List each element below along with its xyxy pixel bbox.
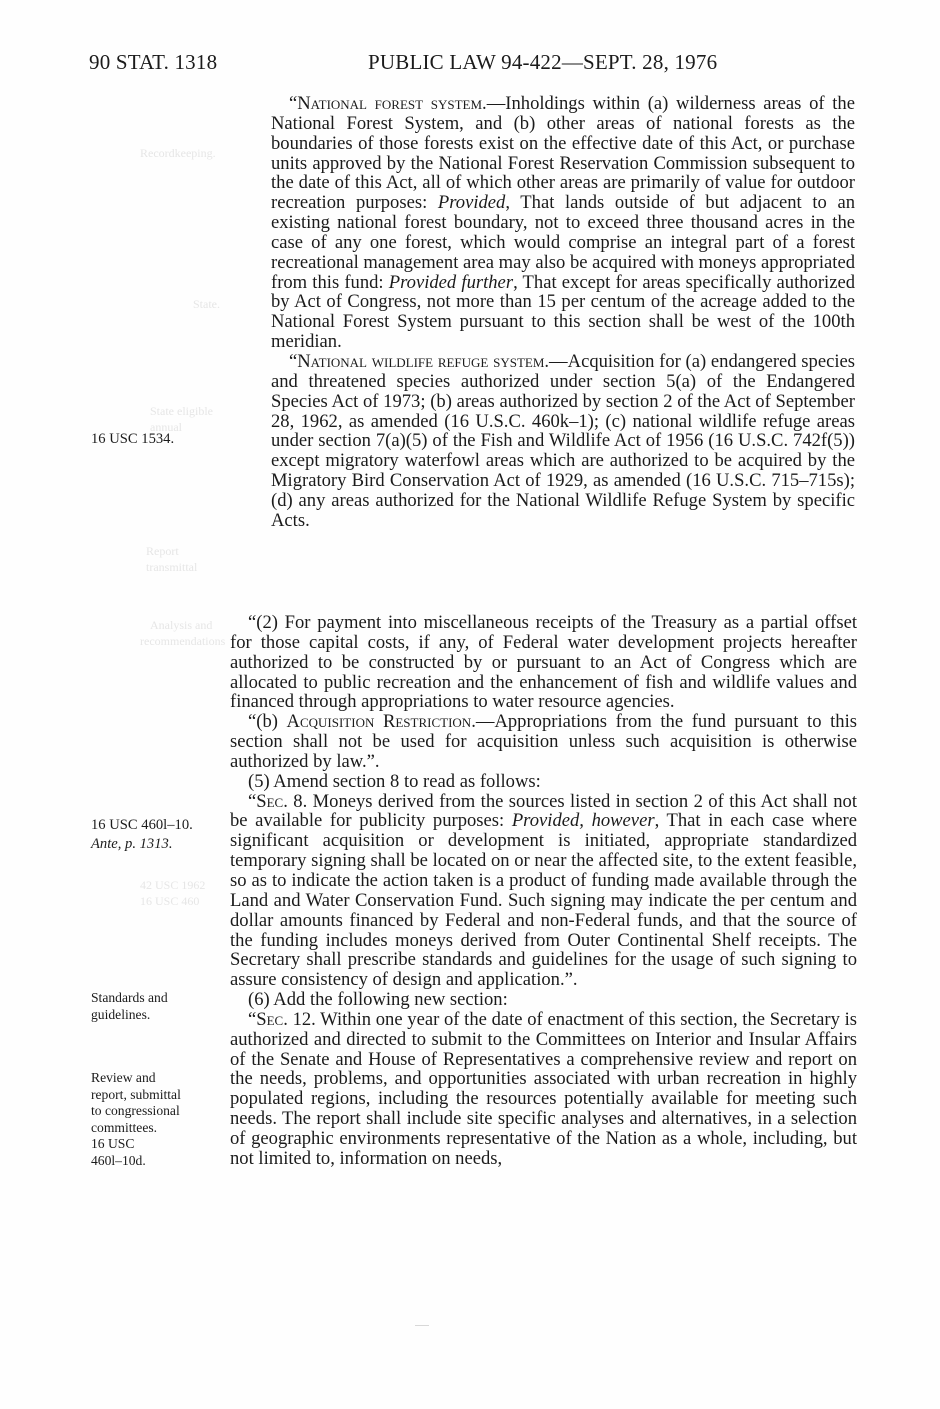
margin-note-review (91, 1070, 181, 1170)
main-text-block (230, 613, 857, 1169)
paragraph-amend-section-8: (5) Amend section 8 to read as follows: (248, 770, 541, 792)
ghost-note: Recordkeeping. (140, 146, 216, 160)
page-header-title: PUBLIC LAW 94-422—SEPT. 28, 1976 (368, 50, 718, 74)
scan-mark (415, 1325, 429, 1326)
margin-note-line: Standards and (91, 990, 168, 1005)
margin-note-line: to congressional (91, 1103, 180, 1119)
paragraph-national-forest-system: “National forest system.—Inholdings within (a) wilderness areas of the National Forest System, and (b) other areas of national forests as the boundaries of those forests exist on the effective date of this Act, or purchase units approved by the National Forest Reservation Commission subsequent to the date of this Act, all of which other areas are primarily of value for outdoor recreation purposes: Provided, That lands outside of but adjacent to an existing national forest boundary, not to exceed three thousand acres in the case of any one forest, which would comprise an integral part of a forest recreational management area may also be acquired with moneys appropriated from this fund: Provided further, That except for areas specifically authorized by Act of Congress, not more than 15 per centum of the acreage added to the National Forest System pursuant to this section shall be west of the 100th meridian. (271, 93, 856, 353)
ghost-note: annual (150, 420, 182, 434)
ghost-note: State. (193, 297, 220, 311)
ghost-note: 16 USC 460 (140, 894, 200, 908)
margin-note-line: 16 USC 1534. (91, 431, 175, 447)
paragraph-section-8: “Sec. 8. Moneys derived from the sources listed in section 2 of this Act shall not be available for publicity purposes: Provided, however, That in each case where significant acquisition or development is initiated, appropriate standardized temporary signing shall be located on or near the affected site, to the extent feasible, so as to indicate the action taken is a product of funding made available through the Land and Water Conservation Fund. Such signing may indicate the per centum and dollar amounts financed by Federal and non-Federal funds, and that the source of the funding includes moneys derived from Outer Continental Shelf receipts. The Secretary shall prescribe standards and guidelines for the usage of such signing to assure consistency of design and application.”. (230, 790, 857, 991)
paragraph-section-12: “Sec. 12. Within one year of the date of enactment of this section, the Secretary is authorized and directed to submit to the Committees on Interior and Insular Affairs of the Senate and House of Representatives a comprehensive review and report on the needs, problems, and opportunities associated with urban recreation in highly populated regions, including the resources potentially available for meeting such needs. The report shall include site specific analyses and alternatives, in a selection of geographic environments representative of the Nation as a whole, including, but not limited to, information on needs, (230, 1008, 857, 1169)
ghost-note: 42 USC 1962 (140, 878, 206, 892)
ghost-note: State eligible (150, 404, 213, 418)
stat-citation: 90 STAT. 1318 (89, 50, 218, 74)
margin-note-line: committees. (91, 1119, 158, 1135)
ghost-note: Report (146, 544, 179, 558)
paragraph-add-new-section: (6) Add the following new section: (248, 989, 508, 1011)
ghost-note: recommendations (140, 634, 226, 648)
margin-note-usc-1534 (91, 431, 174, 448)
paragraph-acquisition-restriction: “(b) Acquisition Restriction.—Appropriations from the fund pursuant to this section shall not be used for acquisition unless such acquisition is otherwise authorized by law.”. (230, 711, 857, 772)
margin-note-line: report, submittal (91, 1086, 181, 1102)
margin-note-line: 16 USC 460l–10. (91, 817, 193, 833)
margin-note-line: Review and (91, 1070, 156, 1085)
margin-note-standards (91, 990, 168, 1023)
acquisition-categories-block (271, 94, 855, 531)
margin-note-line: guidelines. (91, 1006, 151, 1022)
paragraph-national-wildlife-refuge-system: “National wildlife refuge system.—Acquisition for (a) endangered species and threatened species authorized under section 5(a) of the Endangered Species Act of 1973; (b) areas authorized by section 2 of the Act of September 28, 1962, as amended (16 U.S.C. 460k–1); (c) national wildlife refuge areas under section 7(a)(5) of the Fish and Wildlife Act of 1956 (16 U.S.C. 742f(5)) except migratory waterfowl areas which are authorized to be acquired by the Migratory Bird Conservation Act of 1929, as amended (16 U.S.C. 715–715s); (d) any areas authorized for the National Wildlife Refuge System by specific Acts. (271, 350, 855, 531)
margin-note-line: 460l–10d. (91, 1152, 146, 1168)
ghost-note: transmittal (146, 560, 198, 574)
margin-note-line: Ante, p. 1313. (91, 835, 173, 852)
ghost-note: Analysis and (150, 618, 213, 632)
paragraph-federal-water-projects: “(2) For payment into miscellaneous receipts of the Treasury as a partial offset for those capital costs, if any, of Federal water development projects hereafter authorized to be constructed by or pursuant to an Act of Congress which are allocated to public recreation and the enhancement of fish and wildlife values and financed through appropriations to water resource agencies. (230, 612, 857, 713)
margin-note-usc-460l10 (91, 817, 193, 852)
margin-note-line: 16 USC (91, 1136, 135, 1152)
